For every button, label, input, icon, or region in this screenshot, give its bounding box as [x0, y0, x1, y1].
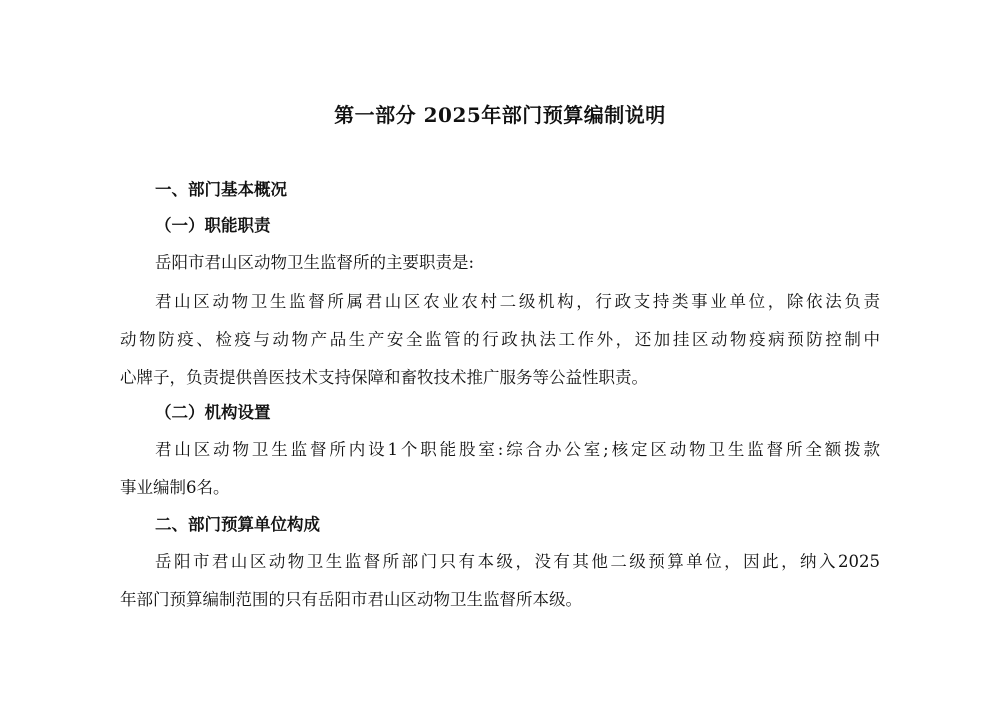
functions-intro-text: 岳阳市君山区动物卫生监督所的主要职责是: — [155, 253, 475, 272]
functions-paragraph-line: 君山区动物卫生监督所属君山区农业农村二级机构，行政支持类事业单位，除依法负责 — [155, 292, 880, 311]
organization-paragraph-line: 君山区动物卫生监督所内设1个职能股室:综合办公室;核定区动物卫生监督所全额拨款 — [155, 440, 880, 459]
section-heading-basic-overview: 一、部门基本概况 — [155, 180, 287, 199]
subsection-heading-functions: （一）职能职责 — [155, 216, 271, 235]
budget-units-paragraph-line: 岳阳市君山区动物卫生监督所部门只有本级，没有其他二级预算单位，因此，纳入2025 — [155, 552, 880, 571]
organization-paragraph-line: 事业编制6名。 — [120, 478, 230, 497]
budget-units-paragraph-line: 年部门预算编制范围的只有岳阳市君山区动物卫生监督所本级。 — [120, 590, 582, 609]
subsection-heading-organization: （二）机构设置 — [155, 403, 271, 422]
section-heading-budget-units: 二、部门预算单位构成 — [155, 515, 320, 534]
functions-paragraph-line: 动物防疫、检疫与动物产品生产安全监管的行政执法工作外，还加挂区动物疫病预防控制中 — [120, 330, 880, 349]
page-title: 第一部分 2025年部门预算编制说明 — [334, 103, 666, 127]
functions-paragraph-line: 心牌子，负责提供兽医技术支持保障和畜牧技术推广服务等公益性职责。 — [120, 368, 648, 387]
